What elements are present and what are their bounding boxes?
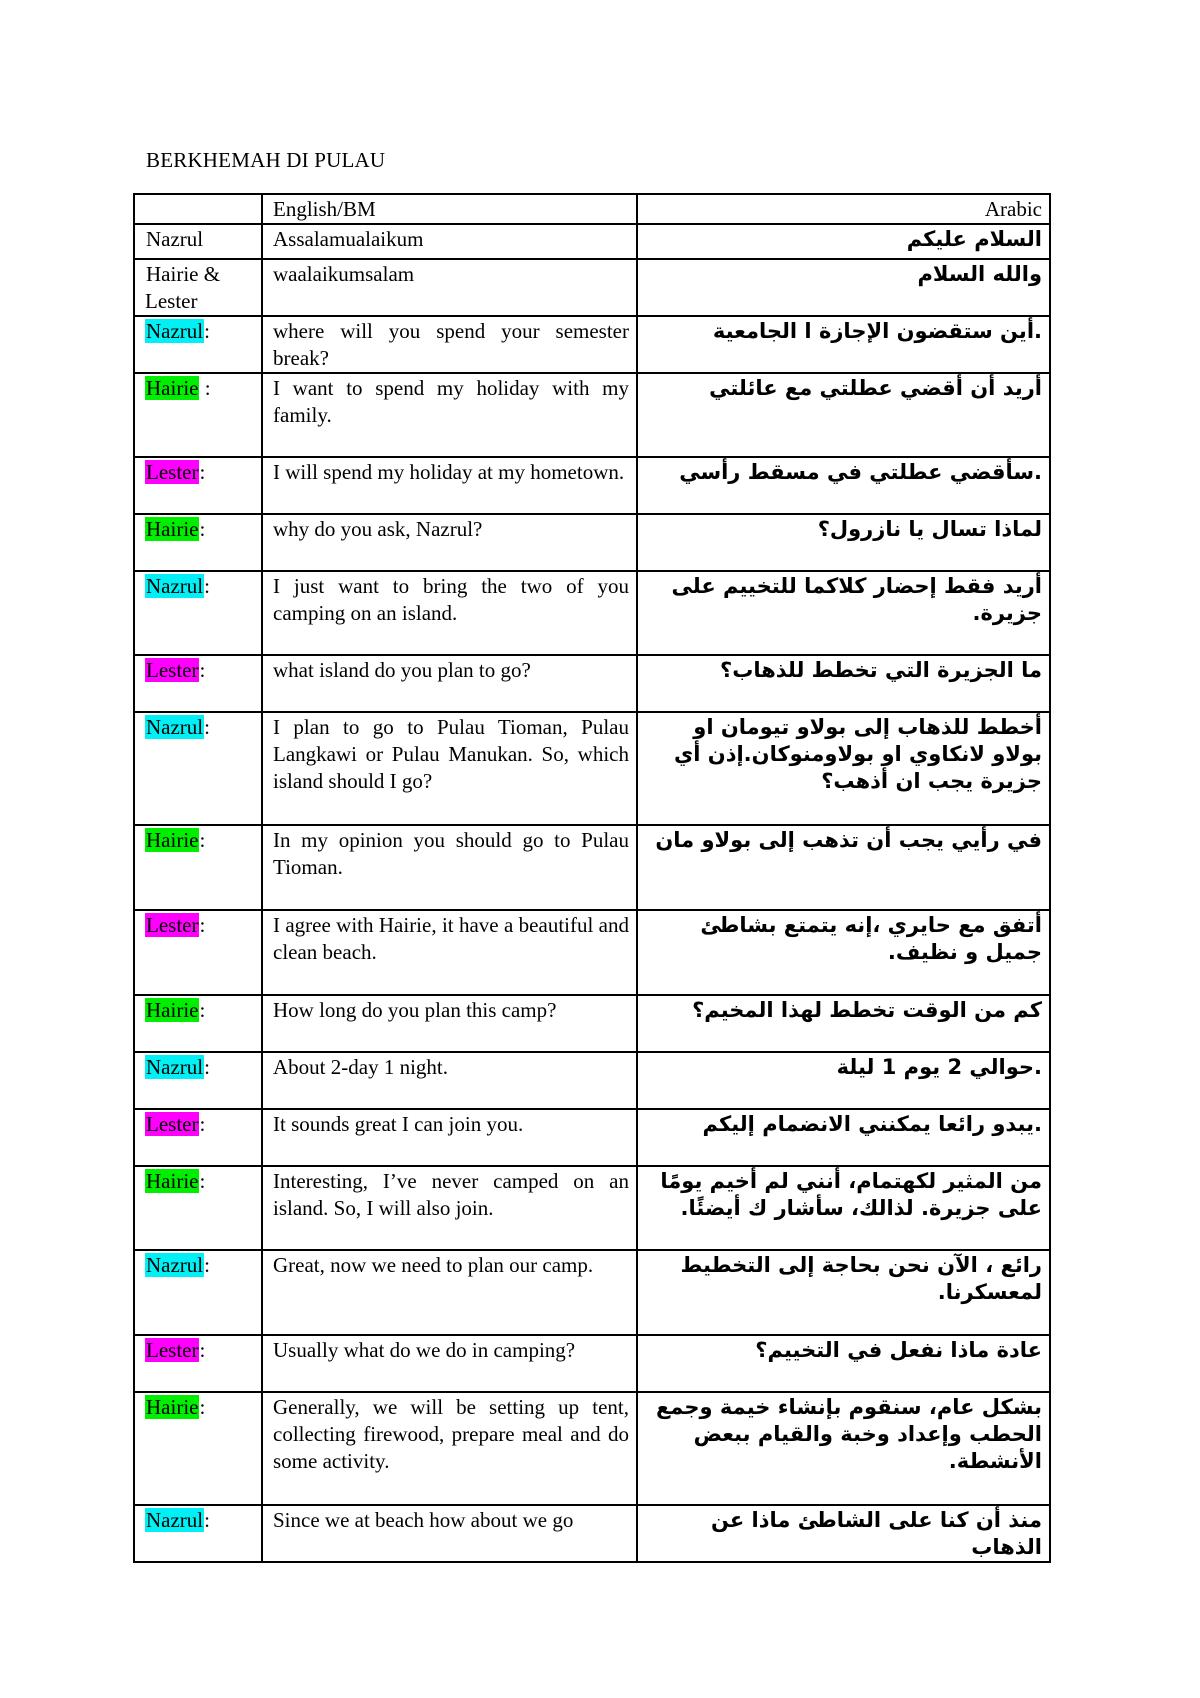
english-cell: why do you ask, Nazrul? (262, 514, 637, 571)
arabic-cell: أتفق مع حايري ،إنه يتمتع بشاطئ جميل و نظيف. (637, 910, 1050, 995)
table-row (134, 316, 1050, 373)
header-english: English/BM (262, 194, 637, 224)
arabic-cell: والله السلام (637, 259, 1050, 316)
table-row (134, 1505, 1050, 1562)
speaker-colon: : (204, 1253, 210, 1277)
table-row (134, 995, 1050, 1052)
english-cell: Assalamualaikum (262, 224, 637, 259)
speaker-cell (134, 514, 262, 571)
english-cell: Generally, we will be setting up tent, collecting firewood, prepare meal and do some activity. (262, 1392, 637, 1505)
arabic-cell: رائع ، الآن نحن بحاجة إلى التخطيط لمعسكرنا. (637, 1250, 1050, 1335)
speaker-name: Nazrul (146, 1055, 204, 1079)
speaker-cell (134, 825, 262, 910)
english-cell: Since we at beach how about we go (262, 1505, 637, 1562)
table-row (134, 457, 1050, 514)
speaker-cell (134, 571, 262, 655)
speaker-colon: : (199, 1395, 206, 1419)
english-cell: Usually what do we do in camping? (262, 1335, 637, 1392)
table-row (134, 373, 1050, 457)
speaker-colon: : (204, 1508, 210, 1532)
speaker-name: Nazrul (146, 319, 204, 343)
english-cell: I agree with Hairie, it have a beautiful and clean beach. (262, 910, 637, 995)
speaker-name: Hairie (146, 828, 199, 852)
speaker-name: Nazrul (146, 715, 204, 739)
speaker-cell (134, 1505, 262, 1562)
english-cell: I just want to bring the two of you camping on an island. (262, 571, 637, 655)
arabic-cell: السلام عليكم (637, 224, 1050, 259)
english-cell: How long do you plan this camp? (262, 995, 637, 1052)
speaker-cell (134, 457, 262, 514)
table-row (134, 1052, 1050, 1109)
table-row (134, 1392, 1050, 1505)
arabic-cell: .حوالي 2 يوم 1 ليلة (637, 1052, 1050, 1109)
speaker-name: Hairie (146, 998, 199, 1022)
arabic-cell: أريد فقط إحضار كلاكما للتخييم على جزيرة. (637, 571, 1050, 655)
arabic-cell: .أين ستقضون الإجازة ا الجامعية (637, 316, 1050, 373)
dialogue-table (133, 193, 1051, 1563)
speaker-cell (134, 316, 262, 373)
speaker-colon: : (199, 1112, 206, 1136)
speaker-name: Nazrul (146, 1508, 204, 1532)
table-row (134, 1335, 1050, 1392)
speaker-cell (134, 1052, 262, 1109)
speaker-name: Nazrul (146, 1253, 204, 1277)
speaker-cell (134, 712, 262, 825)
english-cell: It sounds great I can join you. (262, 1109, 637, 1166)
arabic-cell: .سأقضي عطلتي في مسقط رأسي (637, 457, 1050, 514)
speaker-cell (134, 910, 262, 995)
table-row (134, 825, 1050, 910)
speaker-name: Lester (146, 658, 199, 682)
speaker-name: Nazrul (146, 227, 204, 251)
arabic-cell: لماذا تسال يا نازرول؟ (637, 514, 1050, 571)
english-cell: About 2-day 1 night. (262, 1052, 637, 1109)
header-speaker (134, 194, 262, 224)
arabic-cell: ما الجزيرة التي تخطط للذهاب؟ (637, 655, 1050, 712)
speaker-colon: : (204, 1055, 210, 1079)
arabic-cell: أريد أن أقضي عطلتي مع عائلتي (637, 373, 1050, 457)
speaker-cell (134, 224, 262, 259)
speaker-colon: : (204, 715, 210, 739)
speaker-cell (134, 259, 262, 316)
speaker-colon: : (199, 828, 206, 852)
speaker-name: Hairie (146, 1169, 199, 1193)
speaker-cell (134, 1109, 262, 1166)
speaker-colon: : (204, 319, 210, 343)
table-row (134, 514, 1050, 571)
speaker-cell (134, 1392, 262, 1505)
english-cell: what island do you plan to go? (262, 655, 637, 712)
speaker-colon: : (199, 658, 206, 682)
arabic-cell: من المثير لكهتمام، أنني لم أخيم يومًا على جزيرة. لذالك، سأشار ك أيضئًا. (637, 1166, 1050, 1250)
arabic-cell: منذ أن كنا على الشاطئ ماذا عن الذهاب (637, 1505, 1050, 1562)
table-row (134, 1250, 1050, 1335)
english-cell: I will spend my holiday at my hometown. (262, 457, 637, 514)
english-cell: I want to spend my holiday with my family. (262, 373, 637, 457)
speaker-name: Hairie (146, 1395, 199, 1419)
table-row (134, 910, 1050, 995)
arabic-cell: أخطط للذهاب إلى بولاو تيومان او بولاو لانكاوي او بولاومنوكان.إذن أي جزيرة يجب ان أذهب؟ (637, 712, 1050, 825)
table-row (134, 259, 1050, 316)
speaker-cell (134, 995, 262, 1052)
speaker-colon: : (199, 998, 206, 1022)
table-row (134, 1166, 1050, 1250)
speaker-colon: : (199, 376, 211, 400)
table-row (134, 712, 1050, 825)
arabic-cell: كم من الوقت تخطط لهذا المخيم؟ (637, 995, 1050, 1052)
arabic-cell: في رأيي يجب أن تذهب إلى بولاو مان (637, 825, 1050, 910)
page-title: BERKHEMAH DI PULAU (146, 148, 386, 172)
speaker-colon: : (199, 913, 206, 937)
speaker-cell (134, 1166, 262, 1250)
speaker-cell (134, 373, 262, 457)
header-arabic: Arabic (637, 194, 1050, 224)
speaker-colon: : (199, 1169, 206, 1193)
speaker-name: Lester (146, 1112, 199, 1136)
english-cell: In my opinion you should go to Pulau Tioman. (262, 825, 637, 910)
arabic-cell: .يبدو رائعا يمكنني الانضمام إليكم (637, 1109, 1050, 1166)
english-cell: where will you spend your semester break? (262, 316, 637, 373)
english-cell: Great, now we need to plan our camp. (262, 1250, 637, 1335)
table-row (134, 655, 1050, 712)
table-row (134, 571, 1050, 655)
table-row (134, 224, 1050, 259)
english-cell: I plan to go to Pulau Tioman, Pulau Langkawi or Pulau Manukan. So, which island should I go? (262, 712, 637, 825)
speaker-cell (134, 655, 262, 712)
speaker-colon: : (204, 574, 210, 598)
header-row (134, 194, 1050, 224)
speaker-name: Hairie & Lester (145, 262, 221, 313)
speaker-name: Nazrul (146, 574, 204, 598)
english-cell: Interesting, I’ve never camped on an island. So, I will also join. (262, 1166, 637, 1250)
speaker-name: Lester (146, 1338, 199, 1362)
speaker-name: Hairie (146, 517, 199, 541)
speaker-name: Lester (146, 460, 199, 484)
table-row (134, 1109, 1050, 1166)
speaker-name: Lester (146, 913, 199, 937)
arabic-cell: عادة ماذا نفعل في التخييم؟ (637, 1335, 1050, 1392)
speaker-colon: : (199, 460, 206, 484)
speaker-colon: : (199, 517, 206, 541)
speaker-name: Hairie (146, 376, 199, 400)
english-cell: waalaikumsalam (262, 259, 637, 316)
speaker-cell (134, 1335, 262, 1392)
speaker-cell (134, 1250, 262, 1335)
speaker-colon: : (199, 1338, 206, 1362)
arabic-cell: بشكل عام، سنقوم بإنشاء خيمة وجمع الحطب وإعداد وخبة والقيام ببعض الأنشطة. (637, 1392, 1050, 1505)
